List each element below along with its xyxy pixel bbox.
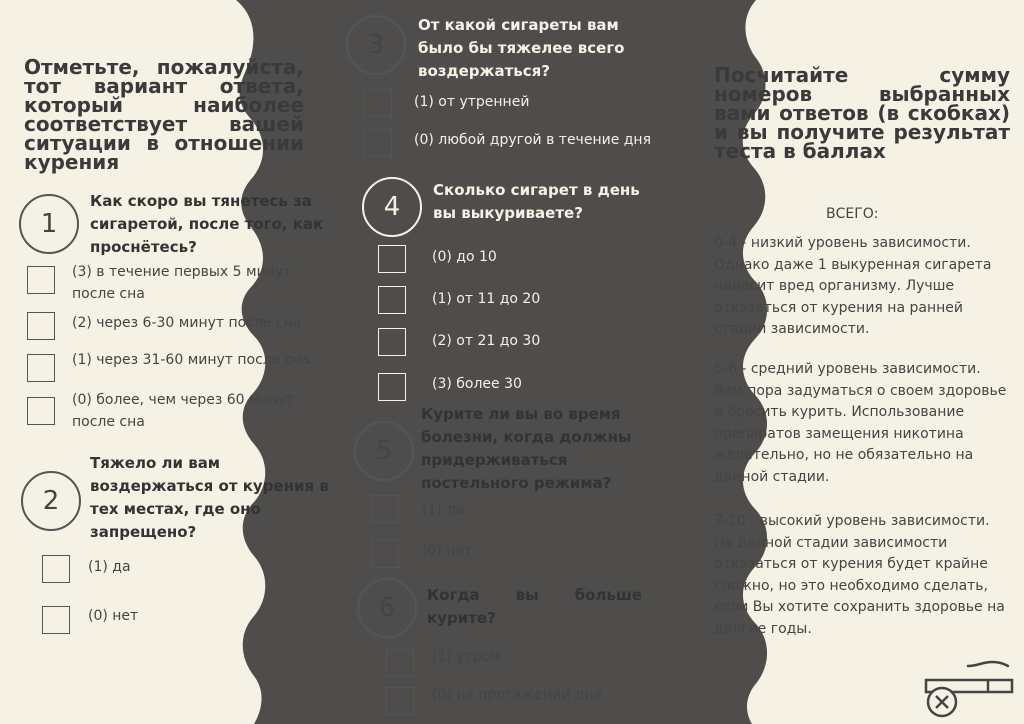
question-1-option-1-checkbox[interactable] <box>27 266 55 294</box>
question-4-option-3-checkbox[interactable] <box>378 328 406 356</box>
question-2-text: Тяжело ли вам воздержаться от курения в тех местах, где оно запрещено? <box>90 454 329 541</box>
question-3-option-2-checkbox[interactable] <box>364 129 392 157</box>
question-3-option-1: (1) от утренней <box>414 94 530 110</box>
result-low: 0-4 - низкий уровень зависимости. Однако даже 1 выкуренная сигарета наносит вред организму. Лучше отказаться от курения на ранней стадии зависимости. <box>714 235 992 337</box>
question-4-number: 4 <box>362 177 422 237</box>
result-medium: 5-6 - средний уровень зависимости. Вам пора задуматься о своем здоровье и бросить курить. Использование препаратов замещения никотина желательно, но не обязательно на данной стадии. <box>714 361 1007 485</box>
question-6-option-2: (0) на протяжении дня <box>432 687 602 703</box>
result-high: 7-10 - высокий уровень зависимости. На данной стадии зависимости отказаться от курения будет крайне сложно, но это необходимо сделать, если Вы хотите сохранить здоровье на долгие годы. <box>714 513 1005 637</box>
question-1-number: 1 <box>19 194 79 254</box>
question-4-option-2: (1) от 11 до 20 <box>432 291 541 307</box>
question-2-option-2-checkbox[interactable] <box>42 606 70 634</box>
question-5-option-2: (0) нет <box>422 543 473 559</box>
question-4-option-2-checkbox[interactable] <box>378 286 406 314</box>
question-5-number: 5 <box>354 421 414 481</box>
question-6-option-1-checkbox[interactable] <box>386 649 414 677</box>
result-instruction: Посчитайте сумму номеров выбранных вами ответов (в скобках) и вы получите результат теста в баллах <box>714 63 1010 163</box>
question-2-option-1: (1) да <box>88 559 131 575</box>
question-1-option-3: (1) через 31-60 минут после сна <box>72 352 311 368</box>
question-6-number: 6 <box>357 578 417 638</box>
question-6-option-2-checkbox[interactable] <box>386 687 414 715</box>
question-6-option-1: (1) утром <box>432 649 501 665</box>
no-smoking-icon <box>922 654 1014 720</box>
question-1-text: Как скоро вы тянетесь за сигаретой, после того, как проснётесь? <box>90 192 324 256</box>
question-3-text: От какой сигареты вам было бы тяжелее всего воздержаться? <box>418 16 625 80</box>
question-2-number: 2 <box>21 471 81 531</box>
question-4-option-4: (3) более 30 <box>432 376 522 392</box>
question-5-option-2-checkbox[interactable] <box>371 540 399 568</box>
question-5-option-1: (1) да <box>422 502 465 518</box>
question-3-option-1-checkbox[interactable] <box>364 89 392 117</box>
question-4-text: Сколько сигарет в день вы выкуриваете? <box>433 181 640 222</box>
question-3-option-2: (0) любой другой в течение дня <box>414 132 652 148</box>
question-4-option-1: (0) до 10 <box>432 249 497 265</box>
question-1-option-3-checkbox[interactable] <box>27 354 55 382</box>
question-2-option-1-checkbox[interactable] <box>42 555 70 583</box>
question-6-text: Когда вы больше курите? <box>427 586 642 627</box>
question-1-option-2: (2) через 6-30 минут после сна <box>72 315 302 331</box>
question-4-option-3: (2) от 21 до 30 <box>432 333 541 349</box>
question-1-option-4-checkbox[interactable] <box>27 397 55 425</box>
total-label: ВСЕГО: <box>826 206 879 222</box>
question-1-option-2-checkbox[interactable] <box>27 312 55 340</box>
question-2-option-2: (0) нет <box>88 608 139 624</box>
question-1-option-4: (0) более, чем через 60 минут после сна <box>72 392 295 430</box>
question-3-number: 3 <box>346 15 406 75</box>
intro-instruction: Отметьте, пожалуйста, тот вариант ответа, который наиболее соответствует вашей ситуации в отношении курения <box>24 55 304 174</box>
question-4-option-1-checkbox[interactable] <box>378 245 406 273</box>
question-4-option-4-checkbox[interactable] <box>378 373 406 401</box>
question-5-text: Курите ли вы во время болезни, когда должны придерживаться постельного режима? <box>421 405 632 492</box>
question-1-option-1: (3) в течение первых 5 минут после сна <box>72 264 292 302</box>
question-5-option-1-checkbox[interactable] <box>371 495 399 523</box>
